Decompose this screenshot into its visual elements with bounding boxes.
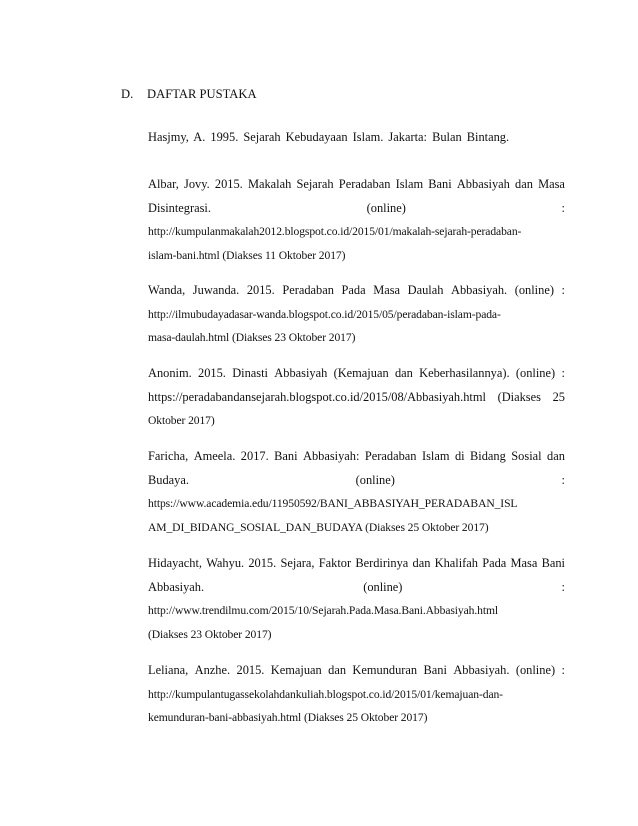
entry-line: [148, 623, 565, 647]
entry-line: [148, 599, 565, 623]
entry-word: Islam: [421, 449, 450, 463]
entry-word: :: [561, 579, 565, 594]
entry-line: [148, 386, 565, 410]
entry-word: kemunduran-bani-abbasiyah.html (Diakses 25 Oktober 2017): [148, 711, 428, 725]
entry-word: :: [561, 283, 565, 297]
section-heading: [121, 87, 257, 102]
entry-word: Bani: [428, 177, 452, 191]
entry-word: Abbasiyah: [274, 366, 328, 380]
entry-word: Hasjmy,: [148, 130, 189, 144]
entry-word: Sejarah: [296, 177, 334, 191]
entry-word: http://ilmubudayadasar-wanda.blogspot.co.id/2015/05/peradaban-islam-pada-: [148, 307, 501, 321]
entry-word: https://peradabandansejarah.blogspot.co.id/2015/08/Abbasiyah.html: [148, 389, 486, 404]
entry-line: [148, 220, 565, 244]
entry-word: Leliana,: [148, 663, 189, 677]
entry-word: :: [561, 472, 565, 487]
entry-word: Jovy.: [184, 177, 210, 191]
entry-word: A. 1995.: [193, 130, 239, 144]
entry-word: islam-bani.html (Diakses 11 Oktober 2017): [148, 248, 346, 262]
section-title: DAFTAR PUSTAKA: [147, 87, 257, 101]
entry-line: [148, 516, 565, 540]
entry-line: [148, 279, 565, 303]
entry-word: Abbasiyah.: [148, 579, 205, 594]
bibliography-entry: [148, 126, 565, 150]
entry-word: Juwanda.: [192, 283, 240, 297]
entry-word: dan: [328, 663, 347, 677]
entry-word: 2015.: [236, 663, 265, 677]
entry-word: Masa: [373, 283, 401, 297]
entry-word: (online): [514, 283, 554, 297]
bibliography-entry: [148, 659, 565, 730]
entry-line: [148, 469, 565, 493]
entry-line: [148, 326, 565, 350]
entry-word: Abbasiyah: [456, 177, 510, 191]
entry-word: Anzhe.: [194, 663, 231, 677]
entry-word: Islam: [395, 177, 424, 191]
entry-word: 2015.: [246, 283, 275, 297]
entry-word: Wanda,: [148, 283, 186, 297]
entry-word: masa-daulah.html (Diakses 23 Oktober 2017): [148, 331, 356, 345]
bibliography-entry: [148, 362, 565, 433]
entry-word: (Diakses: [497, 389, 541, 404]
entry-word: Abbasiyah:: [303, 449, 360, 463]
entry-word: di: [454, 449, 465, 463]
entry-line: [148, 303, 565, 327]
section-letter: D.: [121, 87, 134, 101]
entry-word: 25: [552, 389, 565, 404]
entry-word: Bani: [541, 556, 565, 570]
entry-line: [148, 706, 565, 730]
entry-word: (online): [366, 200, 406, 215]
entry-word: Bani: [274, 449, 298, 463]
entry-word: :: [561, 663, 565, 677]
entry-word: Anonim.: [148, 366, 192, 380]
entry-line: [148, 244, 565, 268]
entry-word: Abbasiyah.: [451, 283, 508, 297]
entry-word: Peradaban: [338, 177, 391, 191]
entry-word: Oktober 2017): [148, 414, 215, 428]
entry-word: Budaya.: [148, 472, 189, 487]
bibliography-entry: [148, 445, 565, 539]
entry-line: [148, 173, 565, 197]
entry-word: http://www.trendilmu.com/2015/10/Sejarah.Pada.Masa.Bani.Abbasiyah.html: [148, 604, 498, 618]
entry-word: (online): [363, 579, 403, 594]
entry-word: Bidang: [470, 449, 506, 463]
entry-word: Pada: [341, 283, 366, 297]
entry-word: Faricha,: [148, 449, 189, 463]
entry-word: (online): [355, 472, 395, 487]
entry-word: dan: [547, 449, 565, 463]
entry-word: :: [561, 200, 565, 215]
entry-word: (Kemajuan: [333, 366, 389, 380]
entry-line: [148, 683, 565, 707]
entry-word: Daulah: [407, 283, 444, 297]
entry-word: Makalah: [247, 177, 292, 191]
bibliography-entry: [148, 552, 565, 646]
entry-word: Peradaban: [364, 449, 417, 463]
bibliography-entry: [148, 279, 565, 350]
entry-word: Pada: [482, 556, 507, 570]
entry-word: 2015.: [248, 556, 277, 570]
entry-line: [148, 362, 565, 386]
entry-word: http://kumpulantugassekolahdankuliah.blogspot.co.id/2015/01/kemajuan-dan-: [148, 687, 503, 701]
entry-word: 2017.: [240, 449, 269, 463]
entry-word: (Diakses 23 Oktober 2017): [148, 627, 272, 641]
entry-line: [148, 409, 565, 433]
entry-word: Hidayacht,: [148, 556, 203, 570]
entry-word: Kemunduran: [352, 663, 418, 677]
entry-word: Khalifah: [434, 556, 478, 570]
entry-line: [148, 552, 565, 576]
entry-word: Peradaban: [282, 283, 334, 297]
entry-word: Disintegrasi.: [148, 200, 211, 215]
entry-word: dan: [515, 177, 533, 191]
entry-word: Abbasiyah.: [453, 663, 510, 677]
entry-word: 2015.: [198, 366, 226, 380]
entry-word: Kemajuan: [270, 663, 322, 677]
entry-word: AM_DI_BIDANG_SOSIAL_DAN_BUDAYA (Diakses 25 Oktober 2017): [148, 520, 489, 534]
entry-word: :: [561, 366, 565, 380]
entry-word: https://www.academia.edu/11950592/BANI_ABBASIYAH_PERADABAN_ISL: [148, 497, 518, 511]
entry-word: (online): [515, 663, 556, 677]
entry-word: Jakarta:: [388, 130, 427, 144]
entry-line: [148, 197, 565, 221]
entry-word: (online): [515, 366, 556, 380]
entry-word: Albar,: [148, 177, 179, 191]
entry-word: Bulan Bintang.: [432, 130, 510, 144]
entry-word: Sejara,: [280, 556, 315, 570]
entry-word: Sejarah Kebudayaan Islam.: [243, 130, 384, 144]
entry-line: [148, 659, 565, 683]
entry-word: Dinasti: [232, 366, 268, 380]
entry-line: [148, 492, 565, 516]
entry-word: 2015.: [214, 177, 243, 191]
entry-line: [148, 576, 565, 600]
entry-word: http://kumpulanmakalah2012.blogspot.co.id/2015/01/makalah-sejarah-peradaban-: [148, 225, 522, 239]
entry-word: Masa: [538, 177, 565, 191]
entry-word: Sosial: [511, 449, 542, 463]
entry-word: Keberhasilannya).: [419, 366, 510, 380]
entry-word: Bani: [423, 663, 447, 677]
entry-word: dan: [394, 366, 413, 380]
entry-line: [148, 445, 565, 469]
entry-word: Berdirinya: [355, 556, 409, 570]
entry-word: Faktor: [318, 556, 352, 570]
entry-line: [148, 126, 565, 150]
bibliography-entry: [148, 173, 565, 267]
entry-word: Wahyu.: [206, 556, 245, 570]
entry-word: Ameela.: [193, 449, 236, 463]
entry-word: Masa: [510, 556, 538, 570]
entry-word: dan: [412, 556, 431, 570]
